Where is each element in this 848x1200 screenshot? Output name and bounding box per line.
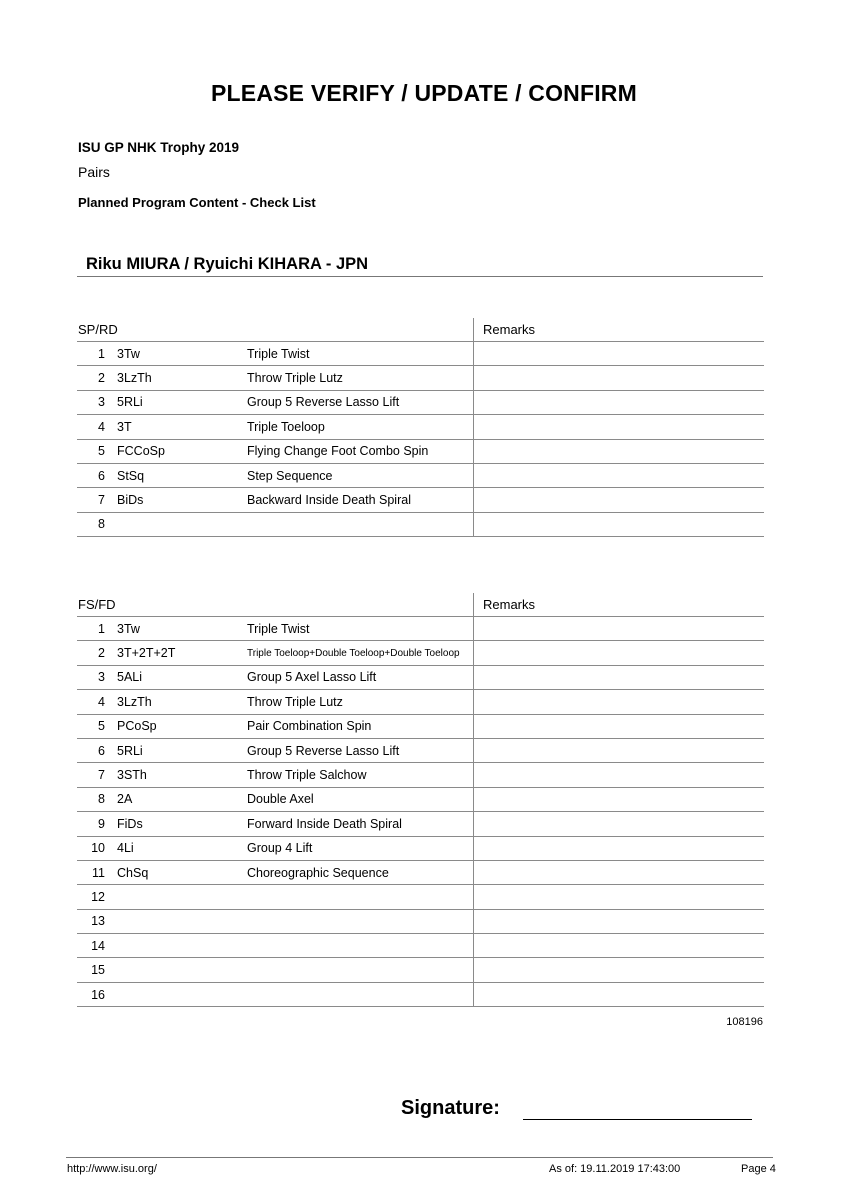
- remarks-cell: [474, 463, 765, 487]
- element-code: 3LzTh: [105, 690, 247, 714]
- remarks-header: Remarks: [474, 593, 765, 617]
- element-code: [105, 958, 247, 982]
- skater-divider: [77, 276, 763, 277]
- element-number: 15: [77, 958, 105, 982]
- footer-page-number: Page 4: [741, 1163, 776, 1175]
- element-name: Throw Triple Lutz: [247, 366, 474, 390]
- remarks-header: Remarks: [474, 318, 765, 342]
- element-code: [105, 934, 247, 958]
- skater-name: Riku MIURA / Ryuichi KIHARA - JPN: [86, 255, 369, 273]
- event-name: ISU GP NHK Trophy 2019: [78, 140, 240, 155]
- element-code: ChSq: [105, 860, 247, 884]
- element-name: Backward Inside Death Spiral: [247, 488, 474, 512]
- table-row: [77, 982, 764, 1006]
- segment-header-row: [77, 318, 764, 342]
- element-code: 2A: [105, 787, 247, 811]
- element-name: Flying Change Foot Combo Spin: [247, 439, 474, 463]
- element-number: 7: [77, 763, 105, 787]
- table-row: [77, 885, 764, 909]
- element-code: StSq: [105, 463, 247, 487]
- remarks-cell: [474, 690, 765, 714]
- remarks-cell: [474, 415, 765, 439]
- element-code: 3T: [105, 415, 247, 439]
- segment-label: SP/RD: [77, 318, 474, 342]
- table-row: [77, 439, 764, 463]
- element-code: FiDs: [105, 812, 247, 836]
- element-number: 3: [77, 665, 105, 689]
- element-code: 3STh: [105, 763, 247, 787]
- table-row: [77, 488, 764, 512]
- table-row: [77, 836, 764, 860]
- element-number: 3: [77, 390, 105, 414]
- segment-label: FS/FD: [77, 593, 474, 617]
- element-number: 16: [77, 982, 105, 1006]
- element-name: [247, 934, 474, 958]
- element-name: Triple Twist: [247, 617, 474, 641]
- document-code: 108196: [726, 1016, 763, 1028]
- remarks-cell: [474, 763, 765, 787]
- element-number: 4: [77, 690, 105, 714]
- remarks-cell: [474, 885, 765, 909]
- element-name: Double Axel: [247, 787, 474, 811]
- element-number: 1: [77, 342, 105, 366]
- remarks-cell: [474, 641, 765, 665]
- element-name: Pair Combination Spin: [247, 714, 474, 738]
- table-row: [77, 463, 764, 487]
- table-row: [77, 958, 764, 982]
- element-number: 8: [77, 512, 105, 536]
- table-row: [77, 617, 764, 641]
- table-row: [77, 860, 764, 884]
- element-number: 12: [77, 885, 105, 909]
- table-row: [77, 641, 764, 665]
- element-name: Forward Inside Death Spiral: [247, 812, 474, 836]
- element-name: Group 5 Reverse Lasso Lift: [247, 738, 474, 762]
- element-code: BiDs: [105, 488, 247, 512]
- element-number: 5: [77, 714, 105, 738]
- element-code: PCoSp: [105, 714, 247, 738]
- element-number: 1: [77, 617, 105, 641]
- short-program-rows: [77, 318, 764, 537]
- element-name: Triple Twist: [247, 342, 474, 366]
- short-program-table: [77, 318, 764, 537]
- table-row: [77, 665, 764, 689]
- element-code: [105, 982, 247, 1006]
- table-row: [77, 763, 764, 787]
- element-code: 3Tw: [105, 342, 247, 366]
- element-name: Throw Triple Lutz: [247, 690, 474, 714]
- element-code: 3T+2T+2T: [105, 641, 247, 665]
- element-name: [247, 512, 474, 536]
- element-code: 3Tw: [105, 617, 247, 641]
- element-name: Choreographic Sequence: [247, 860, 474, 884]
- element-name: Group 4 Lift: [247, 836, 474, 860]
- remarks-cell: [474, 934, 765, 958]
- element-number: 6: [77, 463, 105, 487]
- element-name: [247, 982, 474, 1006]
- element-number: 14: [77, 934, 105, 958]
- element-name: Triple Toeloop: [247, 415, 474, 439]
- remarks-cell: [474, 617, 765, 641]
- element-name: Throw Triple Salchow: [247, 763, 474, 787]
- free-skating-table: [77, 593, 764, 1007]
- remarks-cell: [474, 512, 765, 536]
- element-code: [105, 885, 247, 909]
- remarks-cell: [474, 342, 765, 366]
- element-number: 10: [77, 836, 105, 860]
- table-row: [77, 366, 764, 390]
- element-number: 6: [77, 738, 105, 762]
- footer-divider: [66, 1157, 773, 1158]
- element-code: 5ALi: [105, 665, 247, 689]
- element-name: Group 5 Reverse Lasso Lift: [247, 390, 474, 414]
- element-number: 2: [77, 641, 105, 665]
- remarks-cell: [474, 787, 765, 811]
- remarks-cell: [474, 665, 765, 689]
- element-number: 7: [77, 488, 105, 512]
- table-row: [77, 714, 764, 738]
- footer-timestamp: As of: 19.11.2019 17:43:00: [549, 1163, 681, 1175]
- element-name: [247, 909, 474, 933]
- page-title: PLEASE VERIFY / UPDATE / CONFIRM: [211, 80, 637, 106]
- element-code: 5RLi: [105, 738, 247, 762]
- element-number: 5: [77, 439, 105, 463]
- element-name: Step Sequence: [247, 463, 474, 487]
- table-row: [77, 512, 764, 536]
- signature-label: Signature:: [401, 1097, 500, 1119]
- table-row: [77, 342, 764, 366]
- remarks-cell: [474, 714, 765, 738]
- table-row: [77, 738, 764, 762]
- element-code: 5RLi: [105, 390, 247, 414]
- element-code: 4Li: [105, 836, 247, 860]
- remarks-cell: [474, 366, 765, 390]
- remarks-cell: [474, 812, 765, 836]
- element-number: 4: [77, 415, 105, 439]
- element-code: 3LzTh: [105, 366, 247, 390]
- element-number: 9: [77, 812, 105, 836]
- discipline-label: Pairs: [78, 164, 110, 180]
- element-name: Triple Toeloop+Double Toeloop+Double Toeloop: [247, 641, 474, 665]
- remarks-cell: [474, 982, 765, 1006]
- table-row: [77, 390, 764, 414]
- remarks-cell: [474, 390, 765, 414]
- remarks-cell: [474, 738, 765, 762]
- table-row: [77, 934, 764, 958]
- remarks-cell: [474, 860, 765, 884]
- element-code: [105, 909, 247, 933]
- table-row: [77, 812, 764, 836]
- element-code: [105, 512, 247, 536]
- element-name: [247, 958, 474, 982]
- signature-line: [523, 1119, 752, 1120]
- footer-url: http://www.isu.org/: [67, 1163, 157, 1175]
- remarks-cell: [474, 909, 765, 933]
- element-number: 2: [77, 366, 105, 390]
- remarks-cell: [474, 439, 765, 463]
- table-row: [77, 690, 764, 714]
- element-number: 8: [77, 787, 105, 811]
- table-row: [77, 909, 764, 933]
- table-row: [77, 787, 764, 811]
- remarks-cell: [474, 836, 765, 860]
- segment-header-row: [77, 593, 764, 617]
- element-name: Group 5 Axel Lasso Lift: [247, 665, 474, 689]
- remarks-cell: [474, 958, 765, 982]
- element-code: FCCoSp: [105, 439, 247, 463]
- remarks-cell: [474, 488, 765, 512]
- element-number: 11: [77, 860, 105, 884]
- free-skating-rows: [77, 593, 764, 1007]
- table-row: [77, 415, 764, 439]
- element-number: 13: [77, 909, 105, 933]
- element-name: [247, 885, 474, 909]
- document-subtitle: Planned Program Content - Check List: [78, 195, 316, 210]
